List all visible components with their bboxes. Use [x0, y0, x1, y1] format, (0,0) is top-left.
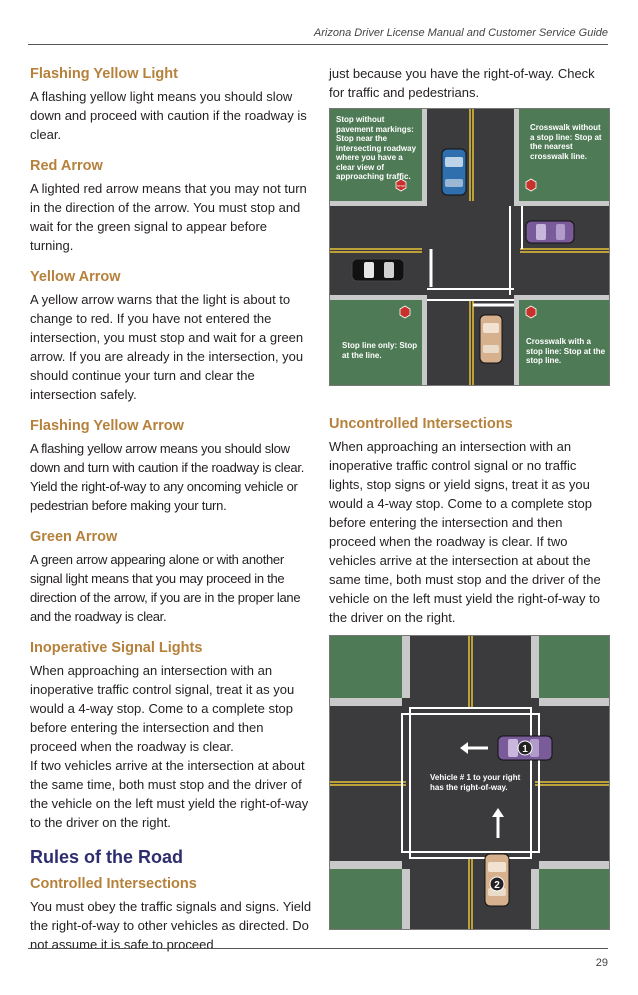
vehicle-2-icon [485, 854, 509, 906]
svg-text:STOP: STOP [396, 184, 406, 188]
section-heading: Controlled Intersections [30, 876, 197, 892]
section-heading: Inoperative Signal Lights [30, 640, 203, 656]
purple-car-icon [526, 221, 574, 243]
section-body: A lighted red arrow means that you may not turn in the direction of the arrow. You must stop and wait for the green signal to appear before turning. [30, 181, 307, 253]
stop-sign-icon [526, 179, 536, 191]
section-heading: Yellow Arrow [30, 269, 121, 285]
figure-label: Crosswalk without a stop line: Stop at the nearest crosswalk line. [530, 123, 602, 161]
section-body: When approaching an intersection with an inoperative traffic control signal, treat it as you would a 4-way stop. Come to a complete stop before entering the intersection and then proceed when the roadway is clear. [30, 663, 295, 754]
section-inoperative-signal-lights [30, 638, 312, 832]
section-controlled-intersections [30, 874, 312, 954]
stop-sign-icon [400, 306, 410, 318]
section-heading: Green Arrow [30, 529, 118, 545]
section-body: A flashing yellow arrow means you should slow down and turn with caution if the roadway is clear. Yield the right-of-way to any oncoming vehicle or pedestrian before making your turn. [30, 441, 305, 513]
figure-label: Stop without pavement markings: Stop near the intersecting roadway where you have a clear view of approaching traffic. [336, 115, 417, 181]
section-body: If two vehicles arrive at the intersection at about the same time, both must stop and the driver of the vehicle on the left must yield the right-of-way to the driver on the right. [30, 758, 309, 830]
section-yellow-arrow [30, 267, 312, 404]
right-column [329, 64, 611, 114]
section-green-arrow [30, 527, 312, 626]
section-flashing-yellow-light [30, 64, 312, 144]
figure-caption: Vehicle # 1 to your right has the right-of-way. [430, 773, 521, 792]
section-body: A flashing yellow light means you should slow down and proceed with caution if the roadway is clear. [30, 89, 307, 142]
section-heading: Uncontrolled Intersections [329, 416, 513, 432]
footer-rule [28, 948, 608, 949]
blue-car-icon [442, 149, 466, 195]
stop-sign-icon [526, 306, 536, 318]
section-flashing-yellow-arrow [30, 416, 312, 515]
stop-positions-diagram [329, 108, 610, 386]
svg-text:2: 2 [494, 880, 500, 891]
svg-text:1: 1 [522, 744, 528, 755]
section-heading: Red Arrow [30, 158, 103, 174]
section-body: When approaching an intersection with an inoperative traffic control signal or no traffic lights, stop signs or yield signs, treat it as you would a 4-way stop. Come to a complete stop before entering the intersection and then proceed when the roadway is clear. If two vehicles arrive at the intersection at about the same time, both must stop and the driver of the vehicle on the left must yield the right-of-way to the driver on the right. [329, 439, 601, 625]
page-header [28, 0, 608, 45]
section-heading: Flashing Yellow Light [30, 66, 178, 82]
section-body: A green arrow appearing alone or with another signal light means that you may proceed in the direction of the arrow, if you are in the proper lane and the roadway is clear. [30, 552, 301, 624]
section-uncontrolled-intersections [329, 414, 611, 639]
continued-text: just because you have the right-of-way. Check for traffic and pedestrians. [329, 66, 595, 100]
tan-car-icon [480, 315, 502, 363]
black-car-icon [352, 259, 404, 281]
page-number: 29 [595, 957, 608, 969]
header-title: Arizona Driver License Manual and Customer Service Guide [313, 27, 608, 39]
section-heading: Flashing Yellow Arrow [30, 418, 184, 434]
left-column [30, 64, 312, 966]
figure-label: Stop line only: Stop at the line. [342, 341, 418, 360]
section-red-arrow [30, 156, 312, 255]
section-body: You must obey the traffic signals and signs. Yield the right-of-way to other vehicles as directed. Do not assume it is safe to proceed [30, 899, 312, 952]
vehicle-1-icon [498, 736, 552, 760]
chapter-heading: Rules of the Road [30, 847, 184, 867]
uncontrolled-intersection-diagram [329, 635, 610, 930]
section-body: A yellow arrow warns that the light is about to change to red. If you have not entered the intersection, you must stop and wait for a green arrow. If you are already in the intersection, you should continue your turn and clear the intersection safely. [30, 292, 304, 402]
figure-label: Crosswalk with a stop line: Stop at the stop line. [526, 337, 606, 365]
